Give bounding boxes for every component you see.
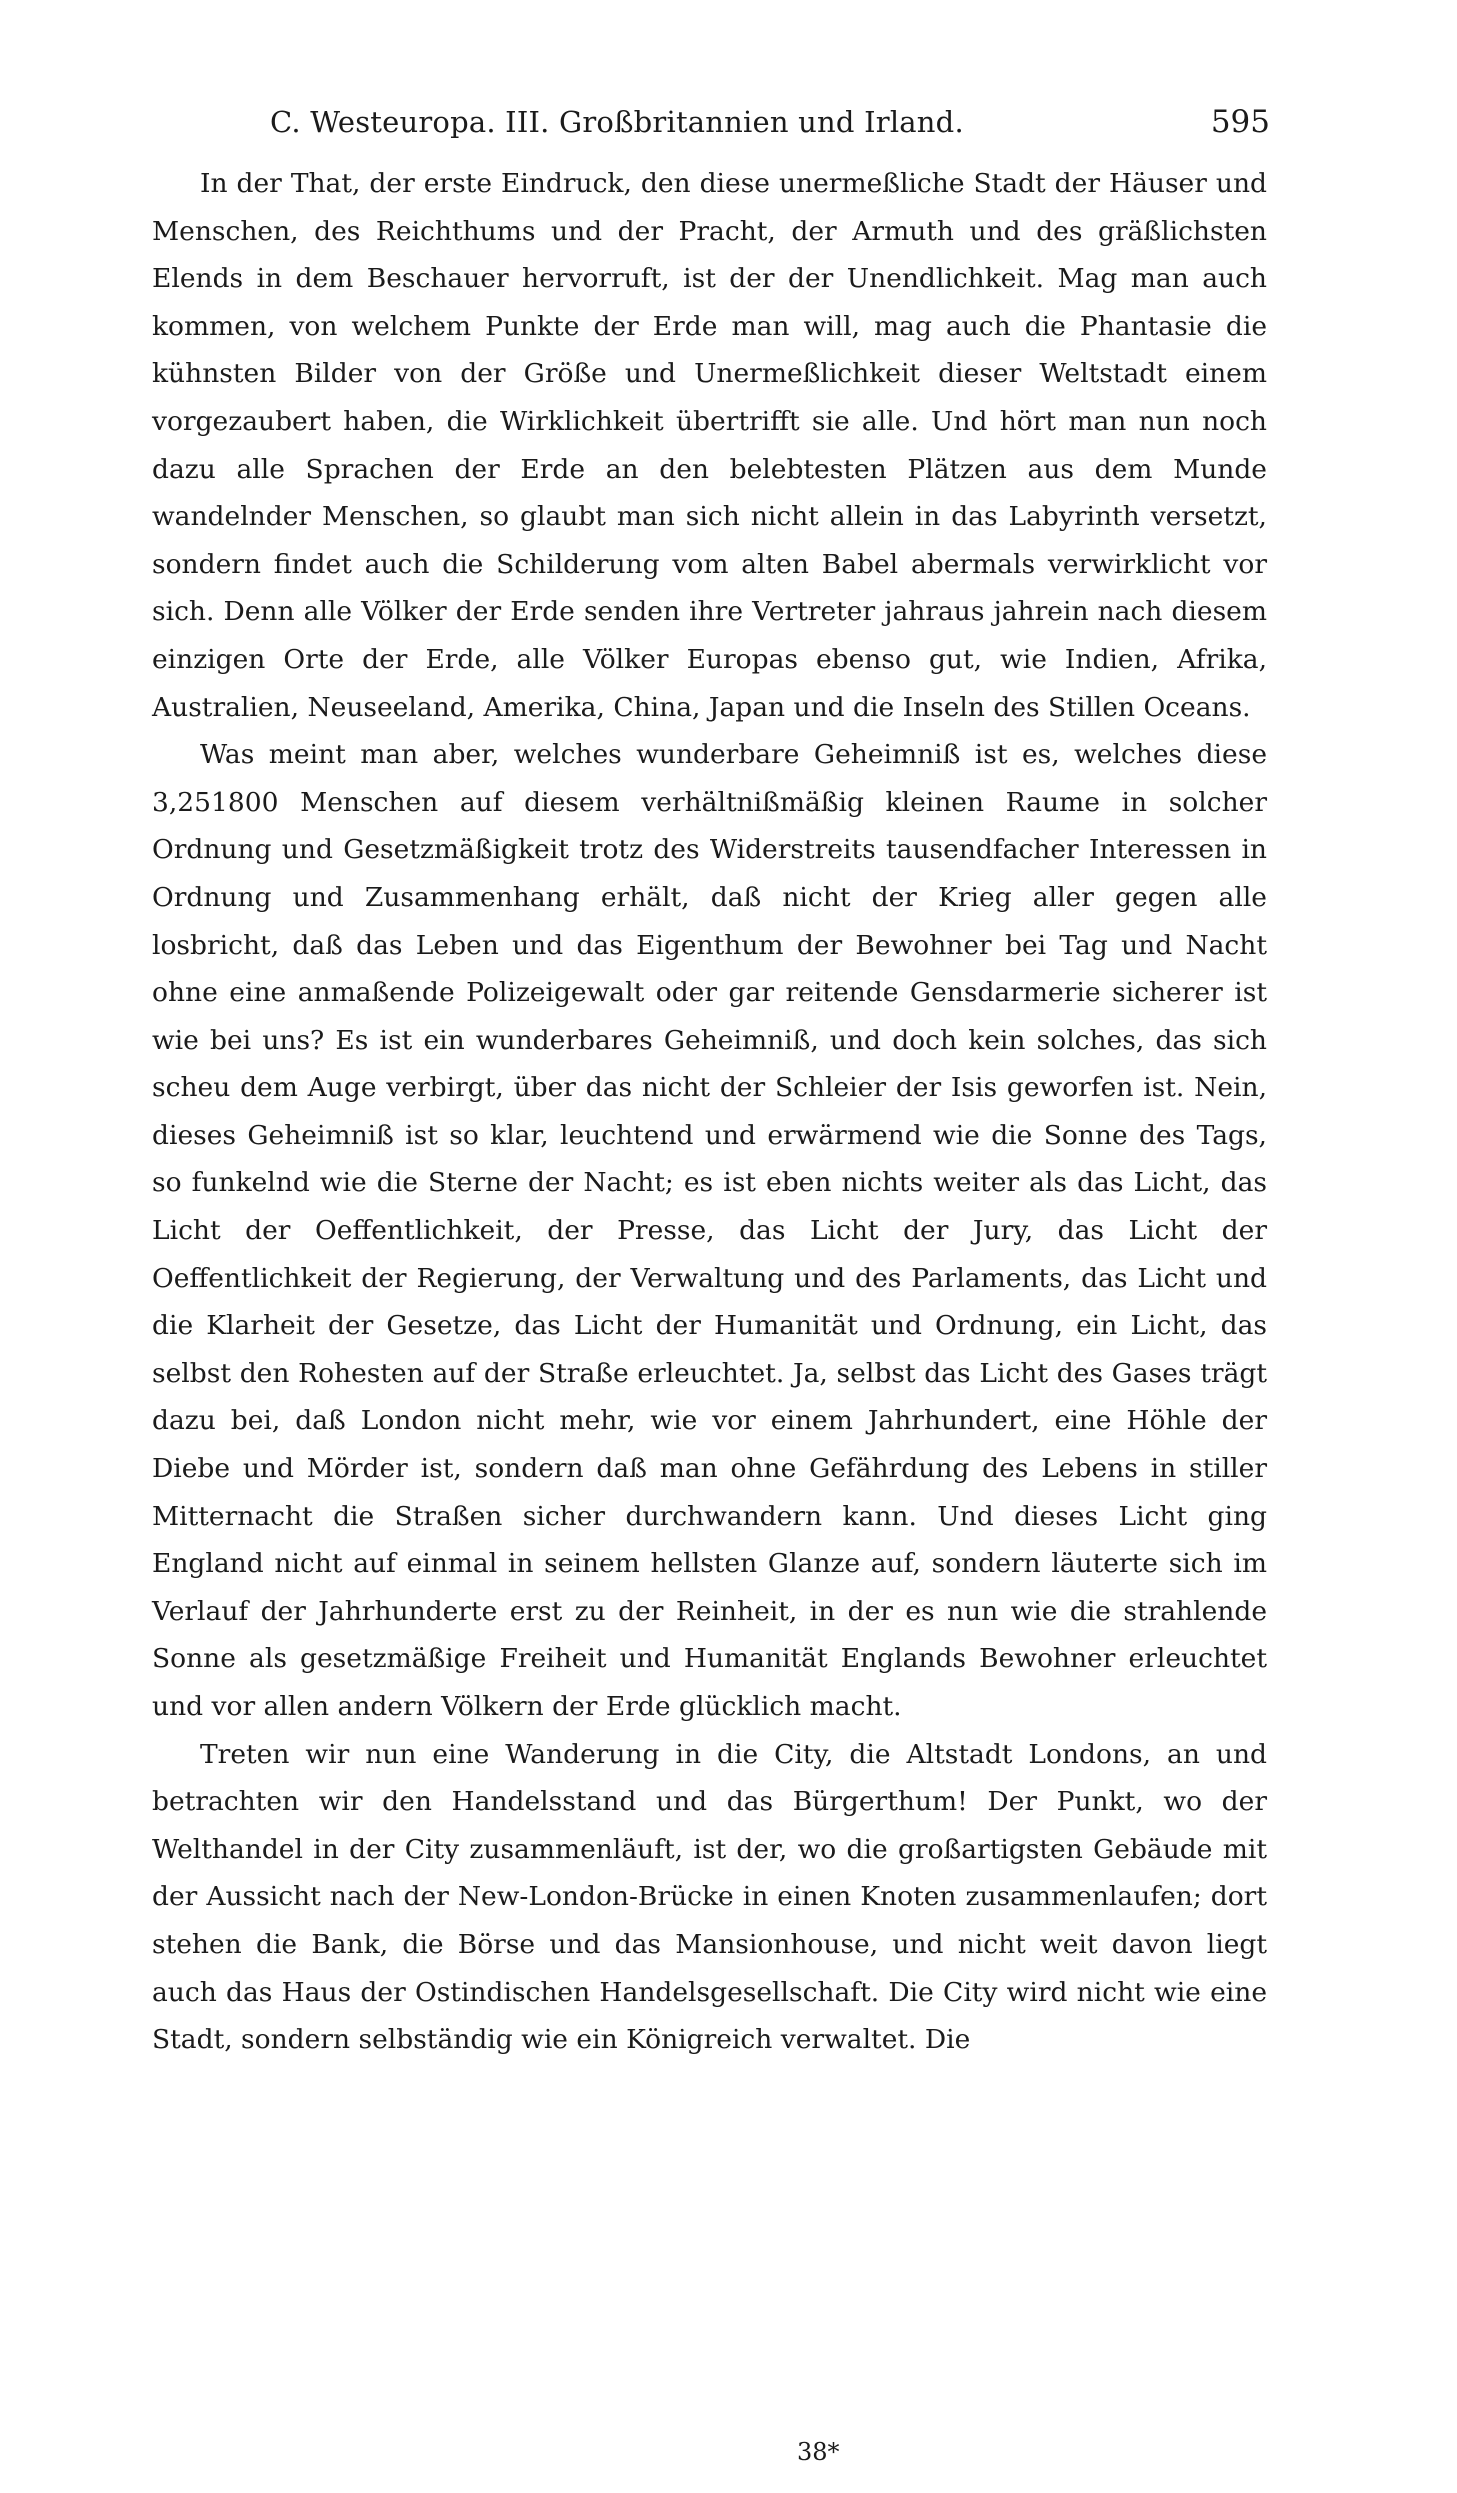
body-text [152, 160, 1267, 2064]
signature-mark: 38* [797, 2438, 840, 2466]
running-head-title: C. Westeuropa. III. Großbritannien und Irland. [270, 105, 964, 139]
paragraph-2: Was meint man aber, welches wunderbare Geheimniß ist es, welches diese 3,251800 Menschen auf diesem verhältnißmäßig kleinen Raume in solcher Ordnung und Gesetzmäßigkeit trotz des Widerstreits tausendfacher Interessen in Ordnung und Zusammenhang erhält, daß nicht der Krieg aller gegen alle losbricht, daß das Leben und das Eigenthum der Bewohner bei Tag und Nacht ohne eine anmaßende Polizeigewalt oder gar reitende Gensdarmerie sicherer ist wie bei uns? Es ist ein wunderbares Geheimniß, und doch kein solches, das sich scheu dem Auge verbirgt, über das nicht der Schleier der Isis geworfen ist. Nein, dieses Geheimniß ist so klar, leuchtend und erwärmend wie die Sonne des Tags, so funkelnd wie die Sterne der Nacht; es ist eben nichts weiter als das Licht, das Licht der Oeffentlichkeit, der Presse, das Licht der Jury, das Licht der Oeffentlichkeit der Regierung, der Verwaltung und des Parlaments, das Licht und die Klarheit der Gesetze, das Licht der Humanität und Ordnung, ein Licht, das selbst den Rohesten auf der Straße erleuchtet. Ja, selbst das Licht des Gases trägt dazu bei, daß London nicht mehr, wie vor einem Jahrhundert, eine Höhle der Diebe und Mörder ist, sondern daß man ohne Gefährdung des Lebens in stiller Mitternacht die Straßen sicher durchwandern kann. Und dieses Licht ging England nicht auf einmal in seinem hellsten Glanze auf, sondern läuterte sich im Verlauf der Jahrhunderte erst zu der Reinheit, in der es nun wie die strahlende Sonne als gesetzmäßige Freiheit und Humanität Englands Bewohner erleuchtet und vor allen andern Völkern der Erde glücklich macht. [152, 739, 1267, 1722]
running-head [270, 100, 1270, 144]
page-number: 595 [1210, 104, 1270, 140]
paragraph-1: In der That, der erste Eindruck, den diese unermeßliche Stadt der Häuser und Menschen, des Reichthums und der Pracht, der Armuth und des gräßlichsten Elends in dem Beschauer hervorruft, ist der der Unendlichkeit. Mag man auch kommen, von welchem Punkte der Erde man will, mag auch die Phantasie die kühnsten Bilder von der Größe und Unermeßlichkeit dieser Weltstadt einem vorgezaubert haben, die Wirklichkeit übertrifft sie alle. Und hört man nun noch dazu alle Sprachen der Erde an den belebtesten Plätzen aus dem Munde wandelnder Menschen, so glaubt man sich nicht allein in das Labyrinth versetzt, sondern findet auch die Schilderung vom alten Babel abermals verwirklicht vor sich. Denn alle Völker der Erde senden ihre Vertreter jahraus jahrein nach diesem einzigen Orte der Erde, alle Völker Europas ebenso gut, wie Indien, Afrika, Australien, Neuseeland, Amerika, China, Japan und die Inseln des Stillen Oceans. [152, 168, 1267, 723]
paragraph-3: Treten wir nun eine Wanderung in die City, die Altstadt Londons, an und betrachten wir den Handelsstand und das Bürgerthum! Der Punkt, wo der Welthandel in der City zusammenläuft, ist der, wo die großartigsten Gebäude mit der Aussicht nach der New-London-Brücke in einen Knoten zusammenlaufen; dort stehen die Bank, die Börse und das Mansionhouse, und nicht weit davon liegt auch das Haus der Ostindischen Handelsgesellschaft. Die City wird nicht wie eine Stadt, sondern selbständig wie ein Königreich verwaltet. Die [152, 1738, 1267, 2056]
